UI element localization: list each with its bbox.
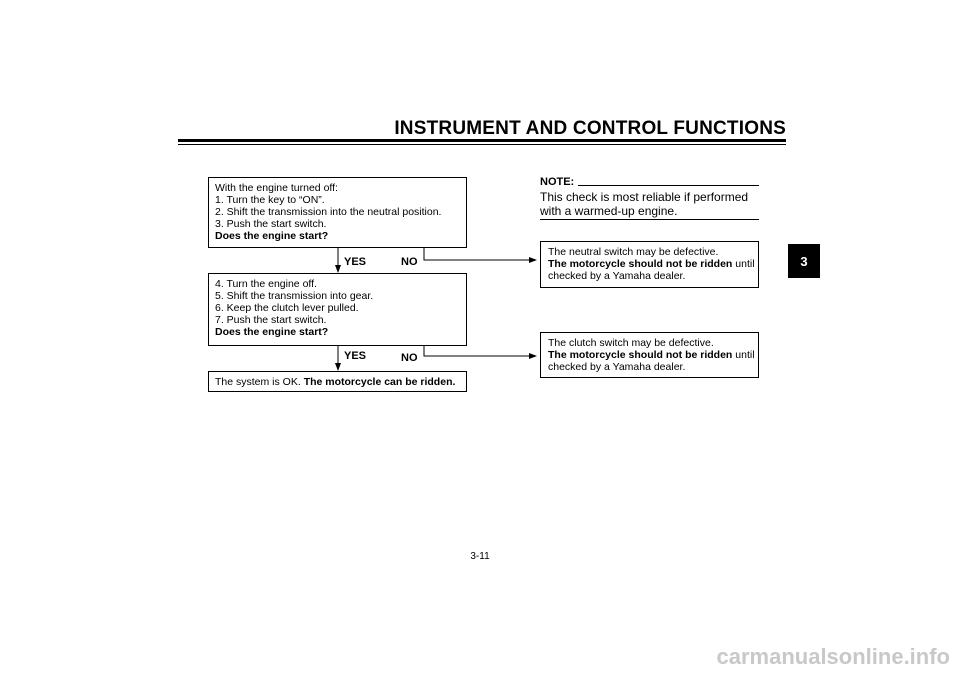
box2-question: Does the engine start? [215, 326, 329, 338]
yes-label-2: YES [344, 350, 367, 362]
clutch-bold: The motorcycle should not be ridden [548, 349, 733, 361]
flow-box-clutch-switch [540, 332, 759, 378]
box2-line-3: 6. Keep the clutch lever pulled. [215, 302, 359, 314]
watermark: carmanualsonline.info [716, 644, 950, 669]
no-label-2: NO [401, 352, 418, 364]
no-label-1: NO [401, 256, 418, 268]
box1-line-2: 1. Turn the key to “ON”. [215, 194, 325, 206]
note-label: NOTE: [540, 176, 575, 188]
box3-bold: The motorcycle can be ridden. [303, 376, 456, 388]
yes-label-1: YES [344, 256, 367, 268]
no-connector-2 [424, 346, 536, 356]
box2-line-1: 4. Turn the engine off. [215, 278, 317, 290]
box1-question: Does the engine start? [215, 230, 329, 242]
note-text: This check is most reliable if performed with a warmed-up engine. [540, 190, 749, 218]
flow-box-system-ok [208, 371, 467, 392]
clutch-line-1: The clutch switch may be defective. [548, 337, 714, 349]
clutch-line-3: checked by a Yamaha dealer. [548, 361, 686, 373]
chapter-tab: 3 [788, 244, 820, 278]
neutral-line-1: The neutral switch may be defective. [548, 246, 719, 258]
page-title: INSTRUMENT AND CONTROL FUNCTIONS [394, 118, 786, 139]
neutral-line-3: checked by a Yamaha dealer. [548, 270, 686, 282]
flow-box-engine-off-check [208, 177, 467, 248]
no-connector-1 [424, 248, 536, 260]
note-rule-bottom [540, 219, 759, 220]
box2-line-4: 7. Push the start switch. [215, 314, 327, 326]
neutral-rest: until [732, 258, 755, 270]
note-rule-top [578, 185, 759, 186]
box2-line-2: 5. Shift the transmission into gear. [215, 290, 374, 302]
box3-text: The system is OK. [215, 376, 304, 388]
box1-line-4: 3. Push the start switch. [215, 218, 327, 230]
neutral-bold: The motorcycle should not be ridden [548, 258, 733, 270]
box1-line-3: 2. Shift the transmission into the neutral position. [215, 206, 442, 218]
flow-box-neutral-switch [540, 241, 759, 288]
clutch-rest: until [732, 349, 755, 361]
page-number: 3-11 [470, 551, 490, 562]
box1-line-1: With the engine turned off: [215, 182, 338, 194]
flow-box-in-gear-check [208, 273, 467, 346]
